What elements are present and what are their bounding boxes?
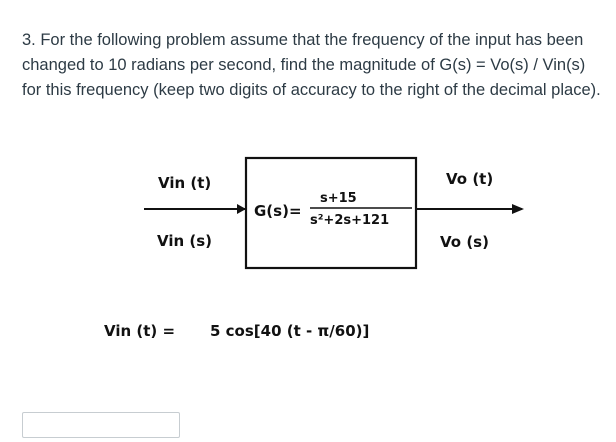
transfer-denominator: s²+2s+121: [310, 213, 390, 228]
output-arrow-icon: [512, 204, 524, 214]
input-equation-lhs: Vin (t) =: [104, 322, 176, 340]
question-text: 3. For the following problem assume that the frequency of the input has been changed to 10 radians per second, find the magnitude of G(s) = Vo(s) / Vin(s) for this frequency (keep two digits of accuracy to the right of the decimal place).: [22, 31, 601, 99]
transfer-numerator: s+15: [320, 191, 357, 206]
transfer-prefix: G(s)=: [254, 202, 302, 220]
block-diagram: [0, 150, 616, 380]
vin-t-label: Vin (t): [158, 174, 212, 192]
input-equation-rhs: 5 cos[40 (t - π/60)]: [210, 322, 370, 340]
vo-s-label: Vo (s): [440, 233, 489, 251]
vo-t-label: Vo (t): [446, 170, 494, 188]
input-arrow-icon: [237, 204, 246, 214]
vin-s-label: Vin (s): [157, 232, 213, 250]
answer-input[interactable]: [22, 412, 180, 438]
